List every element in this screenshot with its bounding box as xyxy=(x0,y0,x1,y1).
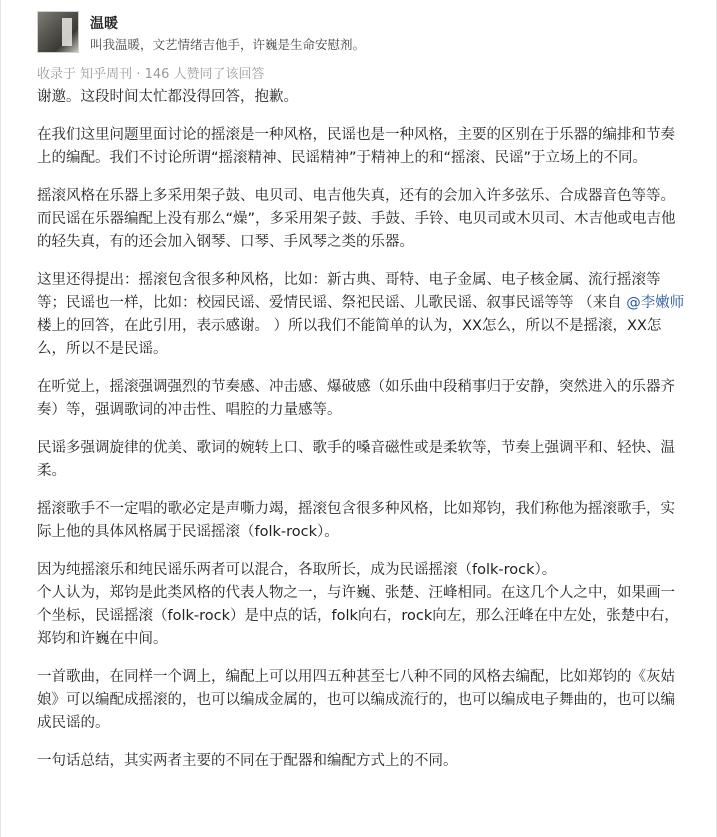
answer-paragraph-10: 个人认为，郑钧是此类风格的代表人物之一，与许巍、张楚、汪峰相同。在这几个人之中，如果画一个坐标，民谣摇滚（folk-rock）是中点的话，folk向右，rock向左，那么汪峰在中左处，张楚中右，郑钧和许巍在中间。 xyxy=(37,585,679,647)
author-avatar[interactable] xyxy=(37,11,79,53)
answer-paragraph-9: 因为纯摇滚乐和纯民谣乐两者可以混合，各取所长，成为民谣摇滚（folk-rock）。 xyxy=(37,562,557,578)
answer-paragraph-8: 摇滚歌手不一定唱的歌必定是声嘶力竭，摇滚包含很多种风格，比如郑钧，我们称他为摇滚歌手，实际上他的具体风格属于民谣摇滚（folk-rock）。 xyxy=(37,501,675,540)
answer-content xyxy=(37,86,689,788)
user-mention-link[interactable]: @李嫩师 xyxy=(626,295,685,311)
vote-count-link[interactable]: 146 人赞同了该回答 xyxy=(144,67,265,82)
meta-separator: · xyxy=(136,67,141,82)
answer-paragraph-5-text-a: 这里还得提出：摇滚包含很多种风格，比如：新古典、哥特、电子金属、电子核金属、流行摇滚等等；民谣也一样，比如：校园民谣、爱情民谣、祭祀民谣、儿歌民谣、叙事民谣等等 （来自 xyxy=(37,272,661,311)
answer-paragraph-7: 民谣多强调旋律的优美、歌词的婉转上口、歌手的嗓音磁性或是柔软等，节奏上强调平和、轻快、温柔。 xyxy=(37,440,675,479)
author-name[interactable]: 温暖 xyxy=(90,16,118,32)
answer-paragraph-1: 谢邀。这段时间太忙都没得回答，抱歉。 xyxy=(37,89,298,105)
answer-paragraph-3: 摇滚风格在乐器上多采用架子鼓、电贝司、电吉他失真，还有的会加入许多弦乐、合成器音色等等。 xyxy=(37,188,675,204)
meta-prefix: 收录于 xyxy=(37,67,77,82)
collection-link[interactable]: 知乎周刊 xyxy=(80,67,133,82)
author-bio: 叫我温暖，文艺情绪吉他手，许巍是生命安慰剂。 xyxy=(90,37,366,52)
answer-paragraph-11: 一首歌曲，在同样一个调上，编配上可以用四五种甚至七八种不同的风格去编配，比如郑钧的《灰姑娘》可以编配成摇滚的，也可以编成金属的，也可以编成流行的，也可以编成电子舞曲的，也可以编成民谣的。 xyxy=(37,669,675,731)
answer-paragraph-12: 一句话总结，其实两者主要的不同在于配器和编配方式上的不同。 xyxy=(37,753,458,769)
answer-paragraph-5-text-b: 楼上的回答，在此引用，表示感谢。 ）所以我们不能简单的认为，XX怎么，所以不是摇滚，XX怎么，所以不是民谣。 xyxy=(37,318,662,357)
answer-paragraph-2: 在我们这里问题里面讨论的摇滚是一种风格，民谣也是一种风格，主要的区别在于乐器的编排和节奏上的编配。我们不讨论所谓“摇滚精神、民谣精神”于精神上的和“摇滚、民谣”于立场上的不同。 xyxy=(37,127,675,166)
answer-paragraph-6: 在听觉上，摇滚强调强烈的节奏感、冲击感、爆破感（如乐曲中段稍事归于安静，突然进入的乐器齐奏）等，强调歌词的冲击性、唱腔的力量感等。 xyxy=(37,379,675,418)
answer-meta xyxy=(37,63,265,82)
answer-paragraph-5 xyxy=(37,269,689,361)
answer-paragraph-4: 而民谣在乐器编配上没有那么“燥”，多采用架子鼓、手鼓、手铃、电贝司或木贝司、木吉他或电吉他的轻失真，有的还会加入钢琴、口琴、手风琴之类的乐器。 xyxy=(37,211,676,250)
